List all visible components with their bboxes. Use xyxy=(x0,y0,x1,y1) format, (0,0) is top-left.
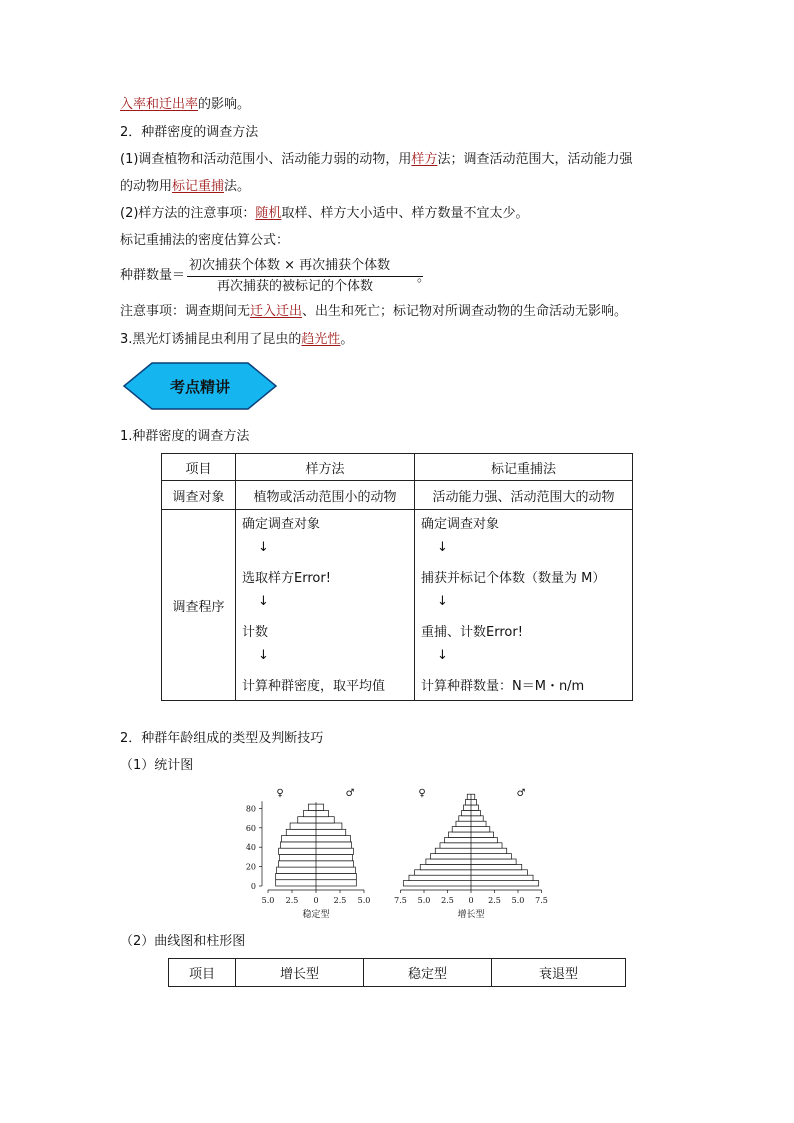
subheading-curves-bars: （2）曲线图和柱形图 xyxy=(120,934,246,949)
header-stable: 稳定型 xyxy=(364,959,492,987)
header-growing: 增长型 xyxy=(236,959,364,987)
down-arrow: ↓ xyxy=(258,540,269,555)
down-arrow: ↓ xyxy=(258,594,269,609)
mark-step-2: 捕获并标记个体数（数量为 M） xyxy=(421,571,606,586)
y-tick-label: 40 xyxy=(245,843,256,853)
subheading-statistics: （1）统计图 xyxy=(120,758,194,773)
quadrat-step-4: 计算种群密度，取平均值 xyxy=(242,679,386,694)
male-symbol: ♂ xyxy=(516,788,526,799)
x-tick-label: 2.5 xyxy=(488,896,501,905)
banner-label: 考点精讲 xyxy=(169,378,231,396)
y-tick-label: 80 xyxy=(245,804,256,814)
x-tick-label: 7.5 xyxy=(535,896,548,905)
section2-title: 2．种群年龄组成的类型及判断技巧 xyxy=(120,731,324,746)
x-tick-label: 0 xyxy=(468,896,474,905)
y-tick-label: 60 xyxy=(245,823,256,833)
header-item: 项目 xyxy=(162,454,236,481)
cell-quadrat-procedure xyxy=(236,510,415,701)
paragraph-2: 的动物用标记重捕法。 xyxy=(120,179,251,194)
header-quadrat: 样方法 xyxy=(236,454,415,481)
intro-line-0: 入率和迁出率的影响。 xyxy=(120,97,251,112)
paragraph-1: (1)调查植物和活动范围小、活动能力弱的动物，用样方法；调查活动范围大，活动能力强 xyxy=(120,152,633,167)
header-declining: 衰退型 xyxy=(492,959,626,987)
x-tick-label: 2.5 xyxy=(441,896,454,905)
header-item: 项目 xyxy=(169,959,236,987)
down-arrow: ↓ xyxy=(437,648,448,663)
chart-title-growing: 增长型 xyxy=(457,910,485,920)
x-tick-label: 5.0 xyxy=(511,896,525,905)
paragraph-5: 注意事项：调查期间无迁入迁出、出生和死亡；标记物对所调查动物的生命活动无影响。 xyxy=(120,304,628,319)
down-arrow: ↓ xyxy=(437,594,448,609)
underlined-term: 趋光性 xyxy=(301,332,341,347)
quadrat-step-3: 计数 xyxy=(242,625,269,640)
formula-denominator: 再次捕获的被标记的个体数 xyxy=(217,279,374,294)
y-tick-label: 0 xyxy=(250,882,256,891)
cell-quadrat-target: 植物或活动范围小的动物 xyxy=(236,481,415,510)
row-label-target: 调查对象 xyxy=(162,481,236,510)
methods-table xyxy=(161,453,633,701)
cell-mark-target: 活动能力强、活动范围大的动物 xyxy=(415,481,633,510)
paragraph-4: 标记重捕法的密度估算公式： xyxy=(120,233,290,248)
heading-density-methods: 2．种群密度的调查方法 xyxy=(120,125,259,140)
header-mark-recapture: 标记重捕法 xyxy=(415,454,633,481)
age-structure-table xyxy=(168,958,626,987)
fraction-bar xyxy=(187,276,423,277)
x-tick-label: 2.5 xyxy=(285,896,299,905)
male-symbol: ♂ xyxy=(345,788,355,799)
x-tick-label: 5.0 xyxy=(417,896,431,905)
paragraph-6: 3.黑光灯诱捕昆虫利用了昆虫的趋光性。 xyxy=(120,332,354,347)
mark-step-4: 计算种群数量：N＝M・n/m xyxy=(421,679,585,694)
x-tick-label: 2.5 xyxy=(333,896,347,905)
section1-title: 1.种群密度的调查方法 xyxy=(120,429,250,444)
x-tick-label: 0 xyxy=(313,896,319,905)
underlined-term: 迁入迁出 xyxy=(250,304,303,319)
down-arrow: ↓ xyxy=(258,648,269,663)
quadrat-step-2: 选取样方Error! xyxy=(242,571,331,586)
formula-end: 。 xyxy=(417,270,431,285)
formula-numerator: 初次捕获个体数 × 再次捕获个体数 xyxy=(189,258,391,273)
cell-mark-procedure xyxy=(415,510,633,701)
underlined-term: 标记重捕 xyxy=(172,179,225,194)
x-tick-label: 5.0 xyxy=(261,896,275,905)
mark-step-1: 确定调查对象 xyxy=(421,517,500,532)
age-pyramid-charts xyxy=(236,782,556,927)
female-symbol: ♀ xyxy=(418,788,426,799)
section-banner xyxy=(122,360,278,412)
underlined-term: 样方 xyxy=(411,152,438,167)
chart-title-stable: 稳定型 xyxy=(302,910,330,920)
y-tick-label: 20 xyxy=(245,862,256,872)
underlined-term: 入率和迁出率 xyxy=(120,97,199,112)
row-label-procedure: 调查程序 xyxy=(162,510,236,701)
down-arrow: ↓ xyxy=(437,540,448,555)
formula-lhs: 种群数量＝ xyxy=(120,268,186,283)
x-tick-label: 7.5 xyxy=(394,896,407,905)
mark-step-3: 重捕、计数Error! xyxy=(421,625,523,640)
underlined-term: 随机 xyxy=(255,206,282,221)
paragraph-3: (2)样方法的注意事项：随机取样、样方大小适中、样方数量不宜太少。 xyxy=(120,206,529,221)
x-tick-label: 5.0 xyxy=(357,896,371,905)
quadrat-step-1: 确定调查对象 xyxy=(242,517,321,532)
female-symbol: ♀ xyxy=(276,788,284,799)
